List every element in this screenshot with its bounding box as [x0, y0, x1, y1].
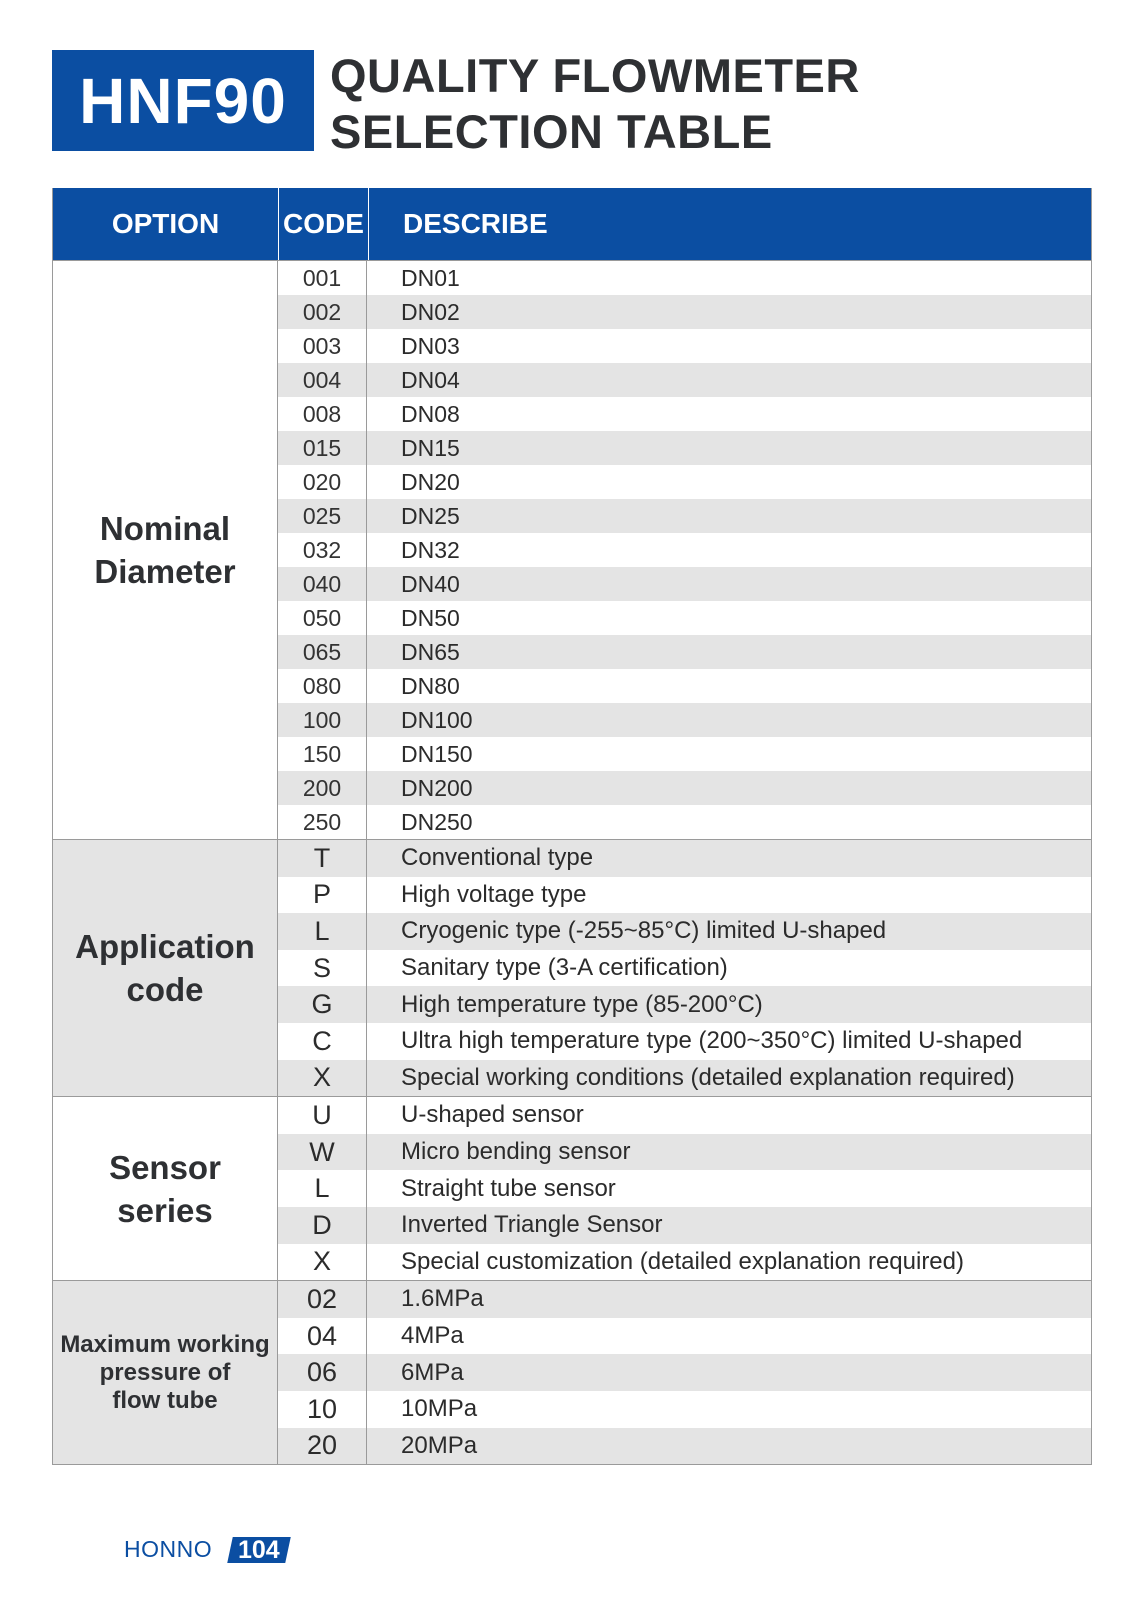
describe-cell: Cryogenic type (-255~85°C) limited U-shaped	[401, 917, 887, 945]
option-label	[53, 261, 278, 839]
describe-cell: DN25	[401, 502, 460, 529]
table-row	[278, 635, 1091, 669]
table-row	[278, 950, 1091, 987]
code-cell: 025	[278, 499, 367, 533]
describe-cell: U-shaped sensor	[401, 1101, 584, 1129]
code-cell: 008	[278, 397, 367, 431]
code-cell: 10	[278, 1391, 367, 1428]
code-cell: 06	[278, 1354, 367, 1391]
table-row	[278, 1134, 1091, 1171]
describe-cell: DN01	[401, 264, 460, 291]
table-row	[278, 1318, 1091, 1355]
describe-cell: 1.6MPa	[401, 1285, 484, 1313]
option-label	[53, 840, 278, 1096]
table-row	[278, 533, 1091, 567]
title-line-2: SELECTION TABLE	[330, 105, 773, 158]
table-row	[278, 1170, 1091, 1207]
describe-cell: DN20	[401, 468, 460, 495]
option-label	[53, 1281, 278, 1464]
describe-cell: Conventional type	[401, 844, 594, 872]
code-cell: 050	[278, 601, 367, 635]
code-cell: 040	[278, 567, 367, 601]
code-cell: 002	[278, 295, 367, 329]
table-row	[278, 601, 1091, 635]
table-row	[278, 567, 1091, 601]
column-header-option: OPTION	[53, 188, 279, 260]
table-row	[278, 295, 1091, 329]
describe-cell: DN80	[401, 672, 460, 699]
page-title	[330, 48, 860, 160]
model-badge	[52, 50, 314, 151]
option-label-line: flow tube	[112, 1386, 218, 1414]
option-label-line: Diameter	[94, 553, 236, 590]
option-label-line: Nominal	[99, 510, 231, 547]
code-cell: 080	[278, 669, 367, 703]
option-label-line: series	[117, 1191, 213, 1229]
option-label	[53, 1097, 278, 1280]
code-cell: S	[278, 950, 367, 987]
code-cell: 001	[278, 261, 367, 295]
option-label-line: Sensor	[109, 1148, 221, 1186]
code-cell: 015	[278, 431, 367, 465]
table-row	[278, 1060, 1091, 1097]
describe-cell: DN150	[401, 740, 473, 767]
code-cell: X	[278, 1060, 367, 1097]
table-row	[278, 805, 1091, 839]
table-row	[278, 1354, 1091, 1391]
table-row	[278, 986, 1091, 1023]
code-cell: 020	[278, 465, 367, 499]
table-row	[278, 669, 1091, 703]
code-cell: 004	[278, 363, 367, 397]
table-row	[278, 840, 1091, 877]
column-header-describe: DESCRIBE	[403, 208, 548, 239]
describe-cell: 20MPa	[401, 1431, 478, 1459]
code-cell: C	[278, 1023, 367, 1060]
model-name: HNF90	[79, 64, 287, 137]
describe-cell: High voltage type	[401, 880, 587, 908]
code-cell: 150	[278, 737, 367, 771]
table-row	[278, 1281, 1091, 1318]
describe-cell: DN100	[401, 706, 473, 733]
describe-cell: Micro bending sensor	[401, 1138, 631, 1166]
code-cell: 20	[278, 1428, 367, 1465]
code-cell: T	[278, 840, 367, 877]
table-row	[278, 363, 1091, 397]
group-application-code	[53, 839, 1091, 1096]
code-cell: U	[278, 1097, 367, 1134]
table-row	[278, 261, 1091, 295]
page-number: 104	[238, 1535, 280, 1564]
describe-cell: DN03	[401, 332, 460, 359]
title-line-1: QUALITY FLOWMETER	[330, 49, 860, 102]
code-cell: L	[278, 1170, 367, 1207]
option-label-line: pressure of	[99, 1358, 231, 1386]
table-row	[278, 771, 1091, 805]
option-label-line: code	[126, 971, 204, 1009]
table-row	[278, 877, 1091, 914]
table-row	[278, 397, 1091, 431]
describe-cell: DN32	[401, 536, 460, 563]
table-row	[278, 431, 1091, 465]
code-cell: G	[278, 986, 367, 1023]
code-cell: 100	[278, 703, 367, 737]
code-cell: 02	[278, 1281, 367, 1318]
code-cell: 003	[278, 329, 367, 363]
describe-cell: DN02	[401, 298, 460, 325]
table-row	[278, 499, 1091, 533]
table-body	[53, 260, 1091, 1464]
describe-cell: 6MPa	[401, 1358, 464, 1386]
table-row	[278, 1023, 1091, 1060]
table-row	[278, 1391, 1091, 1428]
describe-cell: Special customization (detailed explanation required)	[401, 1247, 964, 1275]
brand-name: HONNO	[124, 1536, 213, 1562]
code-cell: 032	[278, 533, 367, 567]
table-row	[278, 1207, 1091, 1244]
describe-cell: Inverted Triangle Sensor	[401, 1211, 663, 1239]
table-row	[278, 703, 1091, 737]
describe-cell: High temperature type (85-200°C)	[401, 990, 763, 1018]
table-row	[278, 1097, 1091, 1134]
group-nominal-diameter	[53, 260, 1091, 839]
table-row	[278, 913, 1091, 950]
column-header-code: CODE	[279, 188, 369, 260]
describe-cell: DN40	[401, 570, 460, 597]
code-cell: D	[278, 1207, 367, 1244]
describe-cell: DN250	[401, 808, 473, 835]
describe-cell: Sanitary type (3-A certification)	[401, 954, 728, 982]
code-cell: 200	[278, 771, 367, 805]
describe-cell: DN65	[401, 638, 460, 665]
page-footer	[124, 1536, 288, 1563]
code-cell: P	[278, 877, 367, 914]
table-row	[278, 465, 1091, 499]
describe-cell: Special working conditions (detailed explanation required)	[401, 1063, 1015, 1091]
option-label-line: Application	[75, 928, 255, 966]
describe-cell: DN08	[401, 400, 460, 427]
table-row	[278, 1244, 1091, 1281]
code-cell: W	[278, 1134, 367, 1171]
describe-cell: 10MPa	[401, 1395, 478, 1423]
describe-cell: Ultra high temperature type (200~350°C) limited U-shaped	[401, 1027, 1023, 1055]
code-cell: 065	[278, 635, 367, 669]
table-row	[278, 1428, 1091, 1465]
code-cell: 04	[278, 1318, 367, 1355]
table-row	[278, 329, 1091, 363]
describe-cell: DN15	[401, 434, 460, 461]
code-cell: 250	[278, 805, 367, 839]
code-cell: L	[278, 913, 367, 950]
page-number-badge	[227, 1537, 290, 1563]
group-sensor-series	[53, 1096, 1091, 1280]
describe-cell: DN200	[401, 774, 473, 801]
selection-table	[52, 188, 1092, 1465]
code-cell: X	[278, 1244, 367, 1281]
describe-cell: Straight tube sensor	[401, 1174, 616, 1202]
describe-cell: 4MPa	[401, 1322, 464, 1350]
describe-cell: DN04	[401, 366, 460, 393]
table-header	[53, 188, 1091, 260]
group-max-pressure	[53, 1280, 1091, 1464]
option-label-line: Maximum working	[60, 1330, 270, 1358]
table-row	[278, 737, 1091, 771]
describe-cell: DN50	[401, 604, 460, 631]
